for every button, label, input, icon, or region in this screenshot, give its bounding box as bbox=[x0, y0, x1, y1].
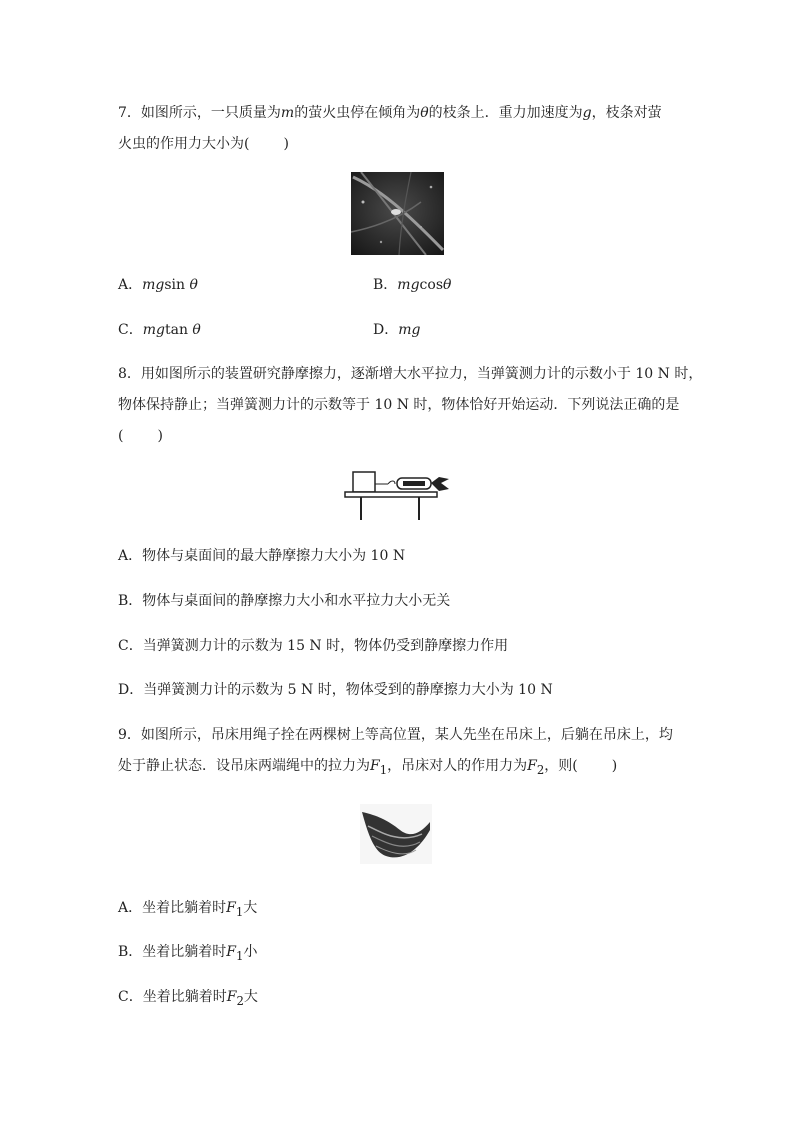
q8-option-d[interactable]: D．当弹簧测力计的示数为 5 N 时，物体受到的静摩擦力大小为 10 N bbox=[118, 682, 553, 698]
q7-option-c[interactable]: C．mgtan θ bbox=[118, 322, 201, 338]
q8-stem-line3: ( ) bbox=[118, 428, 163, 444]
q8-stem-line1: 8．用如图所示的装置研究静摩擦力，逐渐增大水平拉力，当弹簧测力计的示数小于 10 N 时， bbox=[118, 366, 703, 382]
q8-stem-line2: 物体保持静止；当弹簧测力计的示数等于 10 N 时，物体恰好开始运动．下列说法正确的是 bbox=[118, 397, 680, 413]
firefly-on-branch-figure bbox=[351, 172, 444, 255]
q8-option-c[interactable]: C．当弹簧测力计的示数为 15 N 时，物体仍受到静摩擦力作用 bbox=[118, 638, 509, 654]
hand-icon bbox=[431, 477, 449, 491]
q7-stem-line2: 火虫的作用力大小为( ) bbox=[118, 136, 289, 152]
q7-option-b[interactable]: B．mgcosθ bbox=[373, 277, 452, 293]
q7-stem-line1: 7．如图所示，一只质量为m的萤火虫停在倾角为θ的枝条上．重力加速度为g，枝条对萤 bbox=[118, 105, 662, 121]
q7-option-a[interactable]: A．mgsin θ bbox=[118, 277, 198, 293]
q8-option-b[interactable]: B．物体与桌面间的静摩擦力大小和水平拉力大小无关 bbox=[118, 593, 451, 609]
q7-option-d[interactable]: D．mg bbox=[373, 322, 421, 338]
spring-scale-apparatus-figure bbox=[343, 467, 455, 522]
hammock-figure bbox=[360, 804, 432, 864]
q9-stem-line1: 9．如图所示，吊床用绳子拴在两棵树上等高位置，某人先坐在吊床上，后躺在吊床上，均 bbox=[118, 727, 673, 743]
q9-option-a[interactable]: A．坐着比躺着时$F_1$大 bbox=[118, 900, 258, 919]
q9-stem-line2: 处于静止状态．设吊床两端绳中的拉力为$F_1$，吊床对人的作用力为$F_2$，则( ) bbox=[118, 758, 618, 777]
firefly-icon bbox=[391, 209, 401, 215]
q9-option-b[interactable]: B．坐着比躺着时$F_1$小 bbox=[118, 944, 258, 963]
block-icon bbox=[353, 472, 375, 492]
q9-option-c[interactable]: C．坐着比躺着时$F_2$大 bbox=[118, 989, 258, 1008]
q8-option-a[interactable]: A．物体与桌面间的最大静摩擦力大小为 10 N bbox=[118, 548, 406, 564]
table-icon bbox=[345, 492, 437, 497]
